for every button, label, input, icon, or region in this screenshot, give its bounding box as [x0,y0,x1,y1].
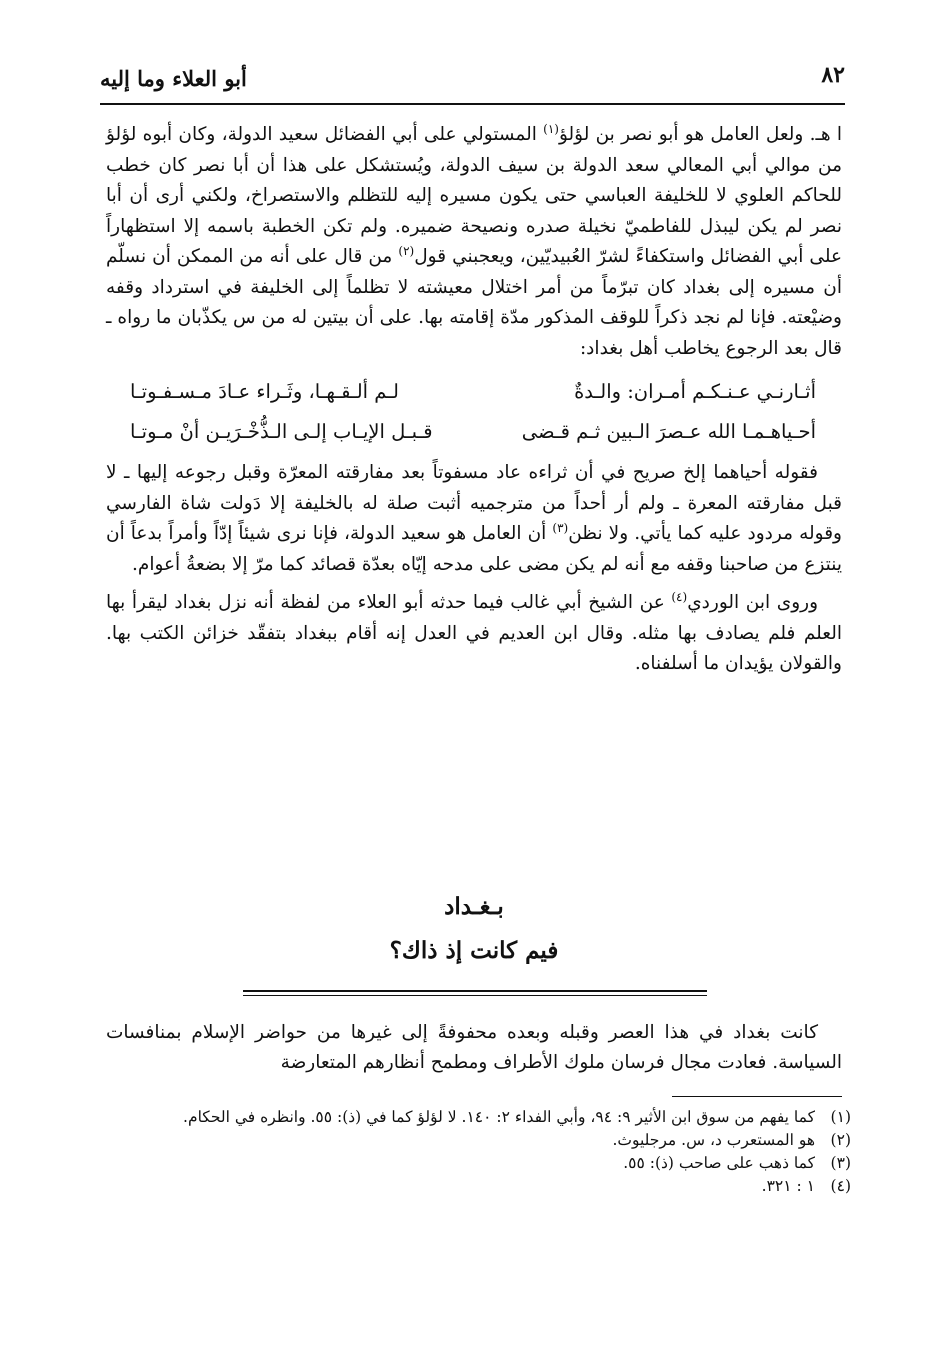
section-subtitle: فيم كانت إذ ذاك؟ [389,937,559,964]
text-run: عن الشيخ أبي غالب فيما حدثه أبو العلاء من لفظة أنه نزل بغداد ليقرأ بها العلم فلم يصادف بها مثله. وقال ابن العديم في العدل إنه أقام ببغداد بتفقّد خزائن الكتب بها. والقولان يؤيدان ما أسلفناه. [106,592,842,674]
footnote-ref-4: (٤) [671,589,688,604]
page-number: ٨٢ [821,62,845,88]
text-run: من قال على أنه من الممكن أن نسلّم أن مسيره إلى بغداد كان تبرّماً من أمر اختلال معيشته لا تظلماً إلى الخليفة في استرداد وقفه وضيْعته. فإنا لم نجد ذكراً للوقف المذكور مدّة إقامته بها. على أن بيتين له من س يكذّبان ما رواه ـ قال بعد الرجوع يخاطب أهل بغداد: [106,246,842,359]
verse-2 [106,412,842,452]
footnote-ref-1: (١) [543,121,559,136]
footnote [106,1152,851,1175]
paragraph-1 [106,120,842,364]
footnote-number: (٤) [830,1177,851,1195]
verse-1-second-hemistich: لـم ألـقـهـا، وثَـراء عـادَ مـسـفـوتـا [130,380,399,403]
section-title: بـغـداد [444,893,504,920]
footnote-number: (٢) [830,1131,851,1149]
verse-2-second-hemistich: قـبـل الإيـاب إلـى الـذُّخْـرَيـن أنْ مـوتـا [130,420,433,443]
verse-1-first-hemistich: أثـارنـي عـنـكـم أمـران: والـدةٌ [574,380,816,403]
footnote [106,1175,851,1198]
footnote-text: كما ذهب على صاحب (ذ): ٥٥. [623,1154,815,1172]
poem [106,372,842,452]
text-run: وروى ابن الوردي [687,592,819,613]
page-header [100,60,845,100]
footnote-rule [672,1096,842,1097]
footnote [106,1106,851,1129]
text-run: ا هـ. ولعل العامل هو أبو نصر بن لؤلؤ [558,124,843,145]
text-run: أن العامل هو سعيد الدولة، فإنا نرى شيئاً إدّاً وأمراً بدعاً أن ينتزع من صاحبنا وقفه مع أنه لم يكن مضى على مدحه إيّاه بعدّة قصائد كما مرّ إلا بضعةُ أعوام. [106,523,842,575]
section-text [106,1018,842,1078]
footnotes [106,1106,851,1198]
footnote [106,1129,851,1152]
footnote-ref-2: (٢) [398,243,415,258]
section-paragraph-1: كانت بغداد في هذا العصر وقبله وبعده محفوفةً إلى غيرها من حواضر الإسلام بمنافسات السياسة. فعادت مجال فرسان ملوك الأطراف ومطمح أنظارهم المتعارضة [106,1022,842,1073]
title-rule [243,990,707,992]
footnote-number: (١) [830,1108,851,1126]
running-title: أبو العلاء وما إليه [100,66,247,91]
title-rule-thin [243,995,707,996]
paragraph-3 [106,588,842,680]
footnote-number: (٣) [830,1154,851,1172]
footnote-ref-3: (٣) [552,520,569,535]
footnote-text: هو المستعرب د، س. مرجليوث. [612,1131,815,1149]
paragraph-2 [106,458,842,580]
text-run: المستولي على أبي الفضائل سعيد الدولة، وكان أبوه لؤلؤ من موالي أبي المعالي سعد الدولة بن سيف الدولة، ويُستشكل على هذا أن أبا نصر كان خطب للحاكم العلوي لا للخليفة العباسي حتى يكون مسيره إليه للتظلم والاستصراخ، ولكني أرى أن أبا نصر لم يكن ليبذل للفاطميّ نخيلة صدره ونصيحة ضميره. ولم تكن الخطبة باسمه إلا استظهاراً على أبي الفضائل واستكفاءً لشرّ العُبيديّين، ويعجبني قول [106,124,842,267]
verse-2-first-hemistich: أحـياهـمـا الله عـصرَ الـبين ثـم قـضى [521,420,816,443]
footnote-text: ١ : ٣٢١. [761,1177,815,1195]
header-rule [100,103,845,105]
footnote-text: كما يفهم من سوق ابن الأثير ٩: ٩٤، وأبي الفداء ٢: ١٤٠. لا لؤلؤ كما في (ذ): ٥٥. وانظره في الحكام. [183,1108,815,1126]
main-text [106,120,842,680]
verse-1 [106,372,842,412]
text-run: فقوله أحياهما إلخ صريح في أن ثراءه عاد مسفوتاً بعد مفارقته المعرّة وقبل رجوعه إليها ـ لا قبل مفارقته المعرة ـ ولم أر أحداً من مترجميه أثبت صلة له بالخليفة إلا دَولت شاة الفارسي وقوله مردود عليه كما يأتي. ولا نظن [106,462,842,544]
